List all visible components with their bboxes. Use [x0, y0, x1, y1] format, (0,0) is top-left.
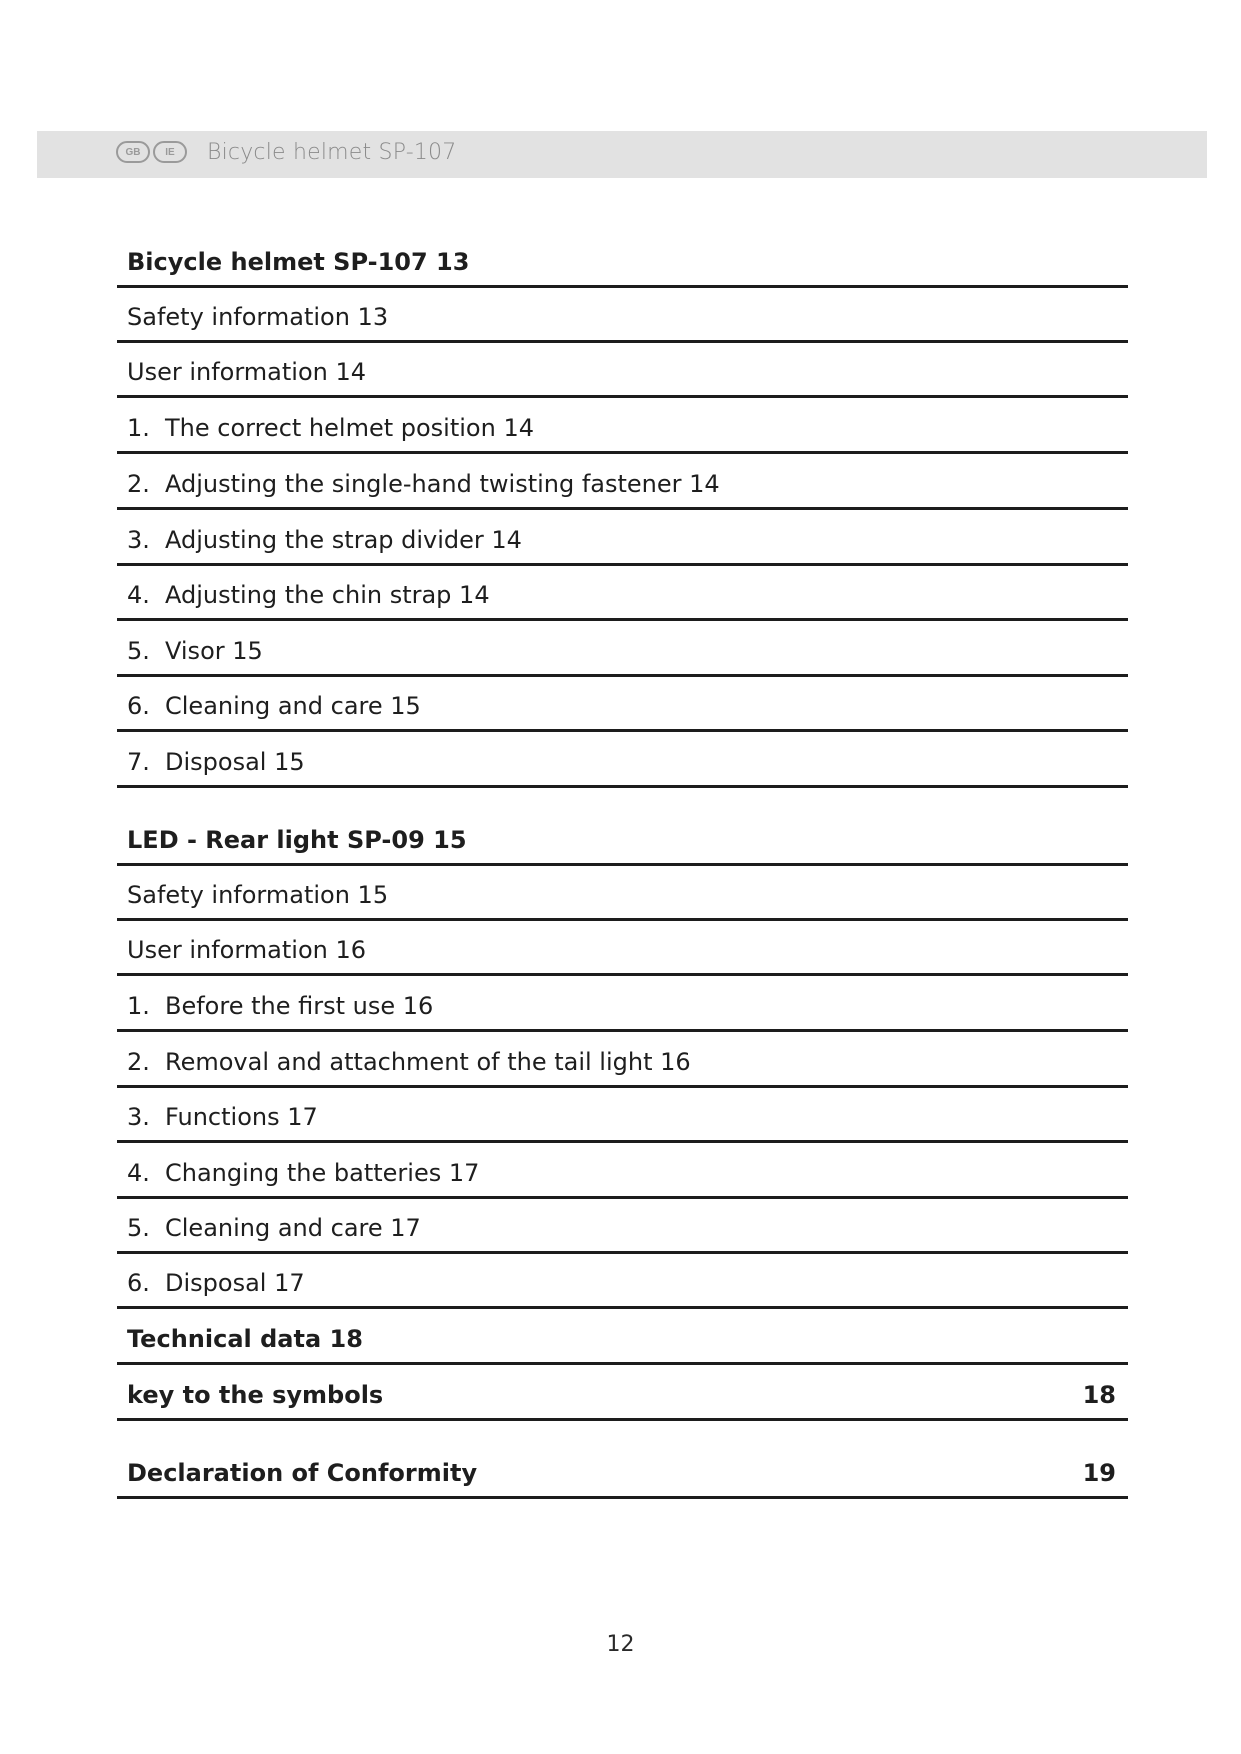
gb-badge: GB — [116, 141, 150, 163]
toc-item-number: 3. — [127, 526, 150, 554]
toc-item-label: Cleaning and care 15 — [165, 692, 421, 720]
toc-heading-label: Declaration of Conformity — [127, 1459, 478, 1487]
toc-item-number: 6. — [127, 1269, 150, 1297]
ie-badge: IE — [153, 141, 187, 163]
page-number: 12 — [606, 1632, 635, 1657]
toc-item-label: Safety information 15 — [127, 881, 389, 909]
toc-item-label: Functions 17 — [165, 1103, 318, 1131]
toc-heading-label: Bicycle helmet SP-107 13 — [127, 248, 470, 276]
toc-item-label: Adjusting the strap divider 14 — [165, 526, 522, 554]
toc-item-label: Visor 15 — [165, 637, 263, 665]
toc-item-label: Before the first use 16 — [165, 992, 434, 1020]
toc-item[interactable] — [117, 398, 1128, 454]
toc-item[interactable] — [117, 510, 1128, 566]
header-band — [37, 131, 1207, 178]
toc-heading-technical-data[interactable] — [117, 1309, 1128, 1365]
toc-heading-helmet[interactable] — [117, 245, 1128, 288]
toc-item[interactable] — [117, 288, 1128, 343]
toc-item-label: Removal and attachment of the tail light 16 — [165, 1048, 691, 1076]
toc-item-number: 5. — [127, 1214, 150, 1242]
toc-item-label: Disposal 15 — [165, 748, 305, 776]
toc-heading-label: key to the symbols — [127, 1381, 384, 1409]
toc-item[interactable] — [117, 1143, 1128, 1199]
toc-item-label: Cleaning and care 17 — [165, 1214, 421, 1242]
header-title: Bicycle helmet SP-107 — [207, 140, 457, 165]
toc-heading-rear-light[interactable] — [117, 820, 1128, 866]
toc-item-label: Safety information 13 — [127, 303, 389, 331]
toc-item-number: 6. — [127, 692, 150, 720]
toc-item-label: User information 16 — [127, 936, 367, 964]
toc-item-number: 5. — [127, 637, 150, 665]
toc-item[interactable] — [117, 566, 1128, 621]
toc-item-number: 4. — [127, 1159, 150, 1187]
toc-item-label: The correct helmet position 14 — [165, 414, 534, 442]
toc-item[interactable] — [117, 1088, 1128, 1143]
toc-item-number: 1. — [127, 414, 150, 442]
toc-item[interactable] — [117, 1199, 1128, 1254]
toc-heading-label: Technical data 18 — [127, 1325, 363, 1353]
toc-item-label: Disposal 17 — [165, 1269, 305, 1297]
toc-item-number: 2. — [127, 470, 150, 498]
toc-item[interactable] — [117, 1032, 1128, 1088]
toc-item[interactable] — [117, 732, 1128, 788]
toc-heading-label: LED - Rear light SP-09 15 — [127, 826, 467, 854]
toc-item[interactable] — [117, 976, 1128, 1032]
toc-item-label: Adjusting the chin strap 14 — [165, 581, 490, 609]
toc-item-number: 1. — [127, 992, 150, 1020]
language-badges — [116, 141, 187, 163]
toc-item[interactable] — [117, 454, 1128, 510]
toc-item[interactable] — [117, 343, 1128, 398]
toc-item-number: 7. — [127, 748, 150, 776]
toc-item[interactable] — [117, 1254, 1128, 1309]
toc-heading-conformity[interactable] — [117, 1452, 1128, 1499]
toc-item[interactable] — [117, 677, 1128, 732]
toc-page-number: 19 — [1082, 1459, 1116, 1487]
toc-item-number: 2. — [127, 1048, 150, 1076]
toc-item[interactable] — [117, 621, 1128, 677]
toc-item-label: User information 14 — [127, 358, 367, 386]
toc-item-label: Adjusting the single-hand twisting fastener 14 — [165, 470, 720, 498]
toc-heading-symbols[interactable] — [117, 1365, 1128, 1421]
toc-item-number: 4. — [127, 581, 150, 609]
toc-page-number: 18 — [1082, 1381, 1116, 1409]
toc-item-label: Changing the batteries 17 — [165, 1159, 480, 1187]
toc-item[interactable] — [117, 921, 1128, 976]
toc-item[interactable] — [117, 866, 1128, 921]
toc-item-number: 3. — [127, 1103, 150, 1131]
